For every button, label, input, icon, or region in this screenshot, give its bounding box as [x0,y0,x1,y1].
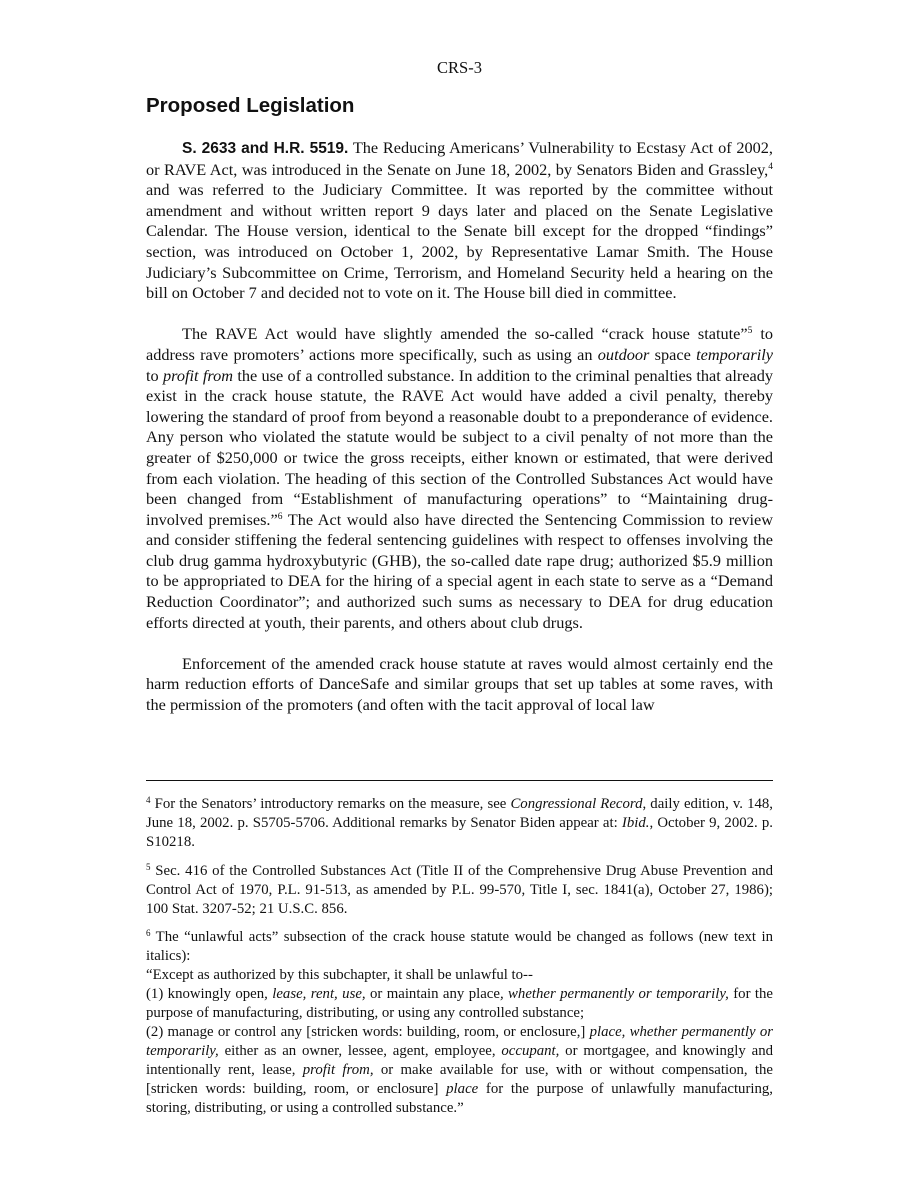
paragraph-rave-act-provisions [146,324,773,633]
footnote-4 [146,795,773,852]
paragraph-text: the use of a controlled substance. In addition to the criminal penalties that already exist in the crack house statute, the RAVE Act would have added a civil penalty, thereby lowering the standard of proof from beyond a reasonable doubt to a preponderance of evidence. Any person who violated the statute would be subject to a civil penalty of not more than the greater of $250,000 or twice the gross receipts, either known or estimated, that were derived from each violation. The heading of this section of the Controlled Substances Act would have been changed from “Establishment of manufacturing operations” to “Maintaining drug-involved premises.” [146,365,773,529]
paragraph-text: and was referred to the Judiciary Committee. It was reported by the committee without amendment and without written report 9 days later and placed on the Senate Legislative Calendar. The House version, identical to the Senate bill except for the dropped “findings” section, was introduced on October 1, 2002, by Representative Lamar Smith. The House Judiciary’s Subcommittee on Crime, Terrorism, and Homeland Security held a hearing on the bill on October 7 and decided not to vote on it. The House bill died in committee. [146,180,773,303]
footnote-text: (2) manage or control any [stricken words: building, room, or enclosure,] [146,1023,590,1040]
paragraph-text: to address rave promoters’ actions more specifically, such as using an [146,324,773,364]
quoted-statute-opening: “Except as authorized by this subchapter, it shall be unlawful to-- [146,967,533,984]
page-number: CRS-3 [437,58,482,77]
italic-text: place [446,1080,479,1097]
footnote-intro [146,928,773,966]
footnote-text: or mortgagee, and knowingly and intentionally rent, lease, [146,1042,773,1078]
footnote-reference[interactable]: 5 [747,326,753,337]
italic-text: profit from [162,365,234,385]
footnote-mark: 5 [146,861,151,872]
paragraph-text: The Reducing Americans’ Vulnerability to Ecstasy Act of 2002, or RAVE Act, was introduced in the Senate on June 18, 2002, by Senators Biden and Grassley, [146,138,773,179]
italic-text: profit from, [302,1061,374,1078]
bill-identifier: S. 2633 and H.R. 5519. [182,140,349,157]
paragraph-text: The Act would also have directed the Sentencing Commission to review and consider stiffening the federal sentencing guidelines with respect to offenses involving the club drug gamma hydroxybutyric (GHB), the so-called date rape drug; authorized $5.9 million to be appropriated to DEA for the hiring of a special agent in each state to serve as a “Demand Reduction Coordinator”; and authorized such sums as necessary to DEA for drug education efforts directed at youth, their parents, and others about club drugs. [146,509,773,632]
statute-item-1 [146,985,773,1023]
paragraph-rave-act-intro [146,138,773,304]
footnote-text: Sec. 416 of the Controlled Substances Act (Title II of the Comprehensive Drug Abuse Prevention and Control Act of 1970, P.L. 91-513, as amended by P.L. 99-570, Title I, sec. 1841(a), October 27, 1986); 100 Stat. 3207-52; 21 U.S.C. 856. [146,862,773,917]
italic-text: Congressional Record [510,796,643,812]
statute-item-2 [146,1023,773,1118]
paragraph-text: to [146,365,163,385]
footnote-text: for the purpose of unlawfully manufacturing, storing, distributing, or using a controlled substance.” [146,1080,773,1116]
footnote-text: for the purpose of manufacturing, distributing, or using any controlled substance; [146,986,773,1022]
footnote-text: For the Senators’ introductory remarks on the measure, see [150,796,511,812]
italic-text: temporarily [696,344,773,364]
footnote-6 [146,928,773,1117]
footnote-divider [146,780,773,781]
footnote-mark: 6 [146,928,151,939]
italic-text: , whether permanently or temporarily, [499,986,729,1003]
footnote-text: , October 9, 2002. p. S10218. [146,814,773,850]
footnote-text: The “unlawful acts” subsection of the crack house statute would be changed as follows (new text in italics): [146,929,773,965]
italic-text: Ibid. [621,814,650,831]
document-page [146,0,773,1191]
footnote-text: (1) knowingly open [146,986,265,1003]
paragraph-enforcement [146,654,773,716]
footnote-text: or make available for use, with or without compensation, the [stricken words: building, room, or enclosure] [146,1061,773,1097]
footnote-reference[interactable]: 6 [277,511,283,522]
footnote-reference[interactable]: 4 [768,161,773,172]
section-heading: Proposed Legislation [146,94,355,117]
italic-text: outdoor [597,344,650,364]
paragraph-text: Enforcement of the amended crack house statute at raves would almost certainly end the harm reduction efforts of DanceSafe and similar groups that set up tables at some raves, with the permission of the promoters (and often with the tacit approval of local law [146,653,773,715]
italic-text: , lease, rent, use, [264,986,366,1003]
body-text [146,138,773,736]
footnote-text: , daily edition, v. 148, June 18, 2002. p. S5705-5706. Additional remarks by Senator Biden appear at: [146,796,773,831]
paragraph-text: space [649,344,697,364]
footnote-mark: 4 [146,795,151,805]
paragraph-text: The RAVE Act would have slightly amended the so-called “crack house statute” [182,324,748,344]
italic-text: occupant, [501,1042,560,1059]
footnotes [146,795,773,1128]
footnote-text: either as an owner, lessee, agent, employee, [218,1042,502,1059]
italic-text: place, whether permanently or temporarily, [146,1023,773,1059]
footnote-text: or maintain any place [365,986,500,1003]
footnote-5 [146,862,773,919]
